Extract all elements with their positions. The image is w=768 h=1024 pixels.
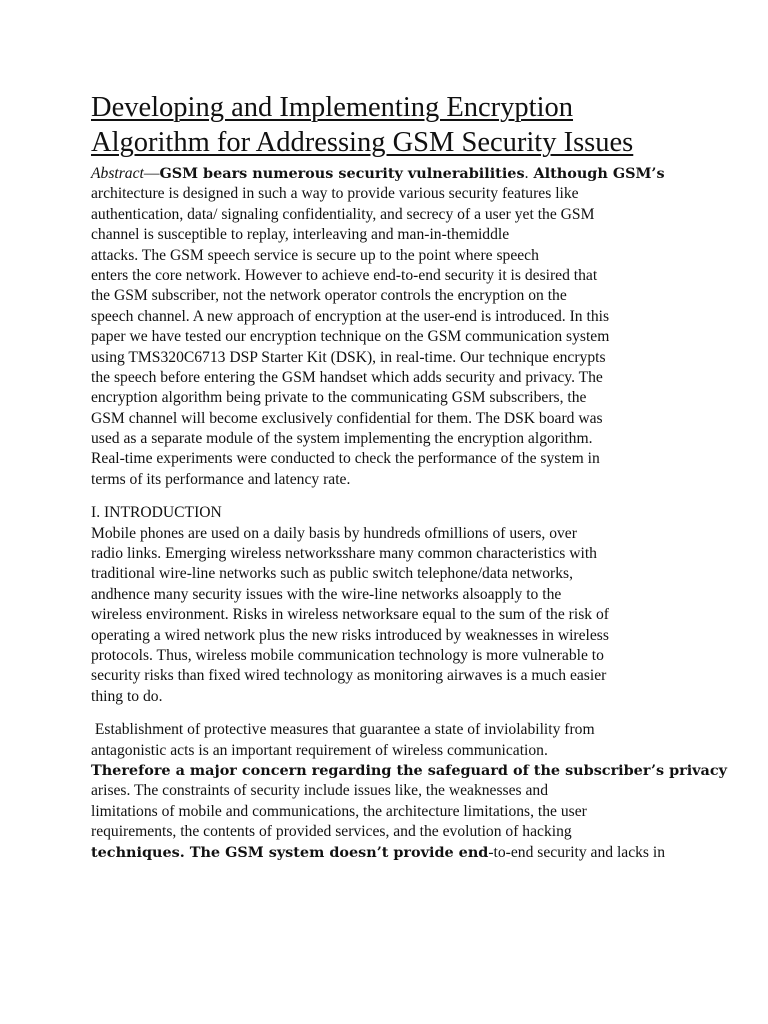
intro-line: protocols. Thus, wireless mobile communication technology is more vulnerable to <box>91 646 604 664</box>
intro-p2-line: requirements, the contents of provided services, and the evolution of hacking <box>91 823 572 841</box>
introduction-heading: I. INTRODUCTION <box>91 504 222 522</box>
abstract-label: Abstract <box>91 165 144 182</box>
intro-line: operating a wired network plus the new risks introduced by weaknesses in wireless <box>91 626 609 644</box>
intro-p2-line: limitations of mobile and communications, the architecture limitations, the user <box>91 802 587 820</box>
abstract-line: channel is susceptible to replay, interleaving and man-in-themiddle <box>91 226 510 244</box>
intro-line: radio links. Emerging wireless networksshare many common characteristics with <box>91 545 597 563</box>
abstract-line: encryption algorithm being private to the communicating GSM subscribers, the <box>91 389 587 407</box>
abstract-line: speech channel. A new approach of encryption at the user-end is introduced. In this <box>91 307 610 325</box>
abstract-dash: — <box>143 165 160 182</box>
title-line-2: Algorithm for Addressing GSM Security Issues <box>91 127 634 158</box>
abstract-bold-text: GSM bears numerous security vulnerabilities <box>159 165 525 182</box>
intro-last-plain: -to-end security and lacks in <box>488 843 666 861</box>
intro-p2-last-line <box>91 843 691 863</box>
intro-p2-line: arises. The constraints of security include issues like, the weaknesses and <box>91 782 549 800</box>
intro-last-bold: techniques. The GSM system doesn’t provide end <box>91 843 489 861</box>
abstract-line: the GSM subscriber, not the network operator controls the encryption on the <box>91 287 567 305</box>
abstract-line: architecture is designed in such a way to provide various security features like <box>91 185 579 203</box>
abstract-line: GSM channel will become exclusively confidential for them. The DSK board was <box>91 409 603 427</box>
intro-line: security risks than fixed wired technology as monitoring airwaves is a much easier <box>91 667 607 685</box>
intro-line: thing to do. <box>91 687 163 705</box>
abstract-first-line <box>91 164 691 184</box>
abstract-line: authentication, data/ signaling confidentiality, and secrecy of a user yet the GSM <box>91 205 595 223</box>
intro-p2-line: Establishment of protective measures that guarantee a state of inviolability from <box>91 721 595 739</box>
document-title <box>91 90 711 160</box>
abstract-bold-tail: Although GSM’s <box>528 165 665 182</box>
abstract-line: the speech before entering the GSM handset which adds security and privacy. The <box>91 368 603 386</box>
intro-line: wireless environment. Risks in wireless networksare equal to the sum of the risk of <box>91 606 609 624</box>
intro-p2-bold-line: Therefore a major concern regarding the safeguard of the subscriber’s privacy <box>91 761 727 779</box>
abstract-line: using TMS320C6713 DSP Starter Kit (DSK), in real-time. Our technique encrypts <box>91 348 606 366</box>
abstract-section <box>91 164 727 863</box>
intro-line: traditional wire-line networks such as public switch telephone/data networks, <box>91 565 573 583</box>
abstract-bold-period: . <box>524 165 529 182</box>
abstract-line: attacks. The GSM speech service is secure up to the point where speech <box>91 246 539 264</box>
abstract-line: terms of its performance and latency rate. <box>91 470 351 488</box>
abstract-line: paper we have tested our encryption technique on the GSM communication system <box>91 328 610 346</box>
paragraph-gap <box>91 707 691 720</box>
abstract-line: used as a separate module of the system implementing the encryption algorithm. <box>91 430 593 448</box>
paragraph-gap <box>91 490 691 503</box>
abstract-line: enters the core network. However to achieve end-to-end security it is desired that <box>91 266 598 284</box>
intro-line: Mobile phones are used on a daily basis by hundreds ofmillions of users, over <box>91 524 577 542</box>
intro-line: andhence many security issues with the wire-line networks alsoapply to the <box>91 585 562 603</box>
title-line-1: Developing and Implementing Encryption <box>91 92 574 123</box>
intro-p2-line: antagonistic acts is an important requirement of wireless communication. <box>91 741 548 759</box>
abstract-line: Real-time experiments were conducted to check the performance of the system in <box>91 450 600 468</box>
